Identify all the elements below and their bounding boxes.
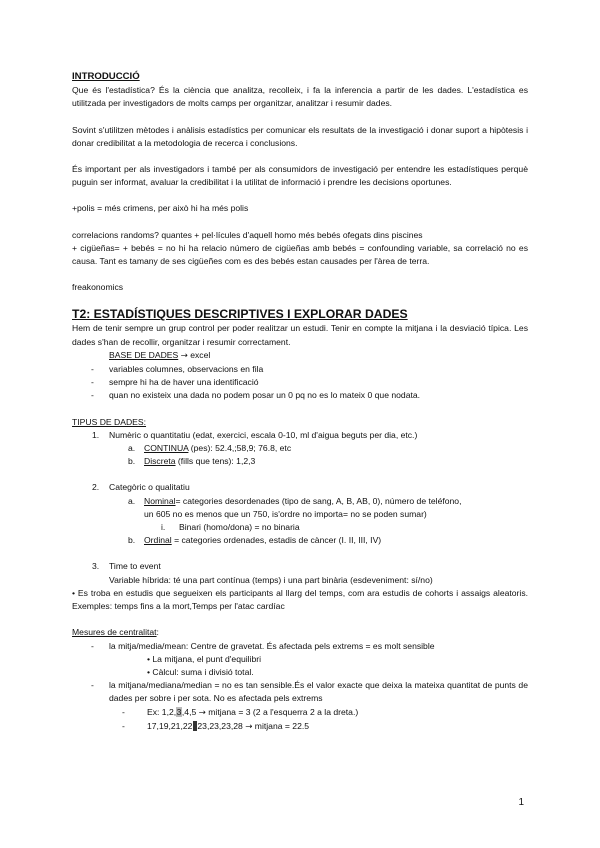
numbered-item-3: [72, 560, 528, 573]
item-subtext: Variable híbrida: té una part contínua (temps) i una part binària (esdeveniment: sí/no): [109, 574, 433, 585]
example-2: [72, 720, 528, 734]
intro-heading: INTRODUCCIÓ: [72, 71, 140, 82]
example-text: ,4,5: [181, 706, 197, 717]
dash-bullet: -: [122, 720, 125, 731]
example-text: 17,19,21,22: [147, 720, 193, 731]
arrow-icon: →: [198, 707, 206, 718]
subitem-binari: [72, 521, 528, 534]
list-item-text: variables columnes, observacions en fila: [109, 364, 264, 375]
list-item: [72, 363, 528, 376]
intro-paragraph-4: +polis = més crimens, per això hi ha més polis: [72, 203, 249, 214]
t2-heading: T2: ESTADÍSTIQUES DESCRIPTIVES I EXPLORAR DADES: [72, 307, 408, 322]
time-to-event-extra: • Es troba en estudis que segueixen els participants al llarg del temps, com ara estudis de cohorts i assaigs aleatoris. Exemples: temps fins a la mort,Temps per l'atac cardíac: [72, 587, 528, 612]
intro-paragraph-5b: + cigüeñas= + bebés = no hi ha relacio número de cigüeñas amb bebés = confounding variable, sa correlació no es causa. Tant es tamany de ses cigüeñes com es des bebés estan causades per l'àrea de terra.: [72, 242, 528, 267]
example-text: Ex: 1,2,: [147, 706, 177, 717]
continua-label: CONTINUA: [144, 443, 189, 454]
base-de-dades-rest: excel: [187, 349, 211, 360]
tipus-heading: TIPUS DE DADES:: [72, 416, 147, 427]
item-number: 1.: [92, 429, 100, 440]
nominal-text: = categories desordenades (tipo de sang, A, B, AB, 0), número de teléfono,: [175, 495, 462, 506]
mitja-point-2: [72, 666, 528, 679]
list-item: [72, 389, 528, 402]
dash-bullet: -: [91, 390, 94, 401]
list-item-text: sempre hi ha de haver una identificació: [109, 377, 259, 388]
bullet-text: • Càlcul: suma i divisió total.: [147, 666, 254, 677]
arrow-icon: →: [245, 721, 253, 732]
document-page: [72, 70, 528, 734]
arrow-icon: →: [180, 350, 188, 361]
item-text: Numèric o quantitatiu (edat, exercici, escala 0-10, ml d'aigua beguts per dia, etc.): [109, 429, 418, 440]
item-letter: b.: [128, 535, 136, 546]
intro-paragraph-6: freakonomics: [72, 282, 124, 293]
discreta-label: Discreta: [144, 456, 176, 467]
centralitat-heading: [72, 626, 528, 639]
subitem-ordinal: [72, 534, 528, 547]
example-1: [72, 706, 528, 720]
page-number: 1: [518, 797, 524, 808]
numbered-item-2: [72, 481, 528, 494]
intro-paragraph-3: És important per als investigadors i també per als consumidors de investigació per entendre les estadístiques perquè puguin ser informat, avaluar la credibilitat i la utilitat de informació i prendre les decisions oportunes.: [72, 164, 528, 188]
dash-bullet: -: [122, 706, 125, 717]
list-item: [72, 640, 528, 653]
continua-text: (pes): 52.4,;58,9; 76.8, etc: [188, 443, 292, 454]
item-text: Time to event: [109, 561, 161, 572]
discreta-text: (fills que tens): 1,2,3: [175, 456, 256, 467]
ordinal-text: = categories ordenades, estadis de càncer (I. II, III, IV): [171, 535, 382, 546]
item-letter: b.: [128, 456, 136, 467]
example-result: mitjana = 22.5: [252, 720, 310, 731]
example-text: 23,23,23,28: [197, 720, 243, 731]
subitem-nominal-cont: [72, 508, 528, 521]
subitem-continua: [72, 442, 528, 455]
subitem-discreta: [72, 455, 528, 468]
subitem-nominal: [72, 495, 528, 508]
example-result: mitjana = 3 (2 a l'esquerra 2 a la dreta.): [205, 706, 359, 717]
list-item: [72, 376, 528, 389]
nominal-label: Nominal: [144, 495, 176, 506]
binari-text: Binari (homo/dona) = no binaria: [179, 522, 300, 533]
item-letter: a.: [128, 443, 136, 454]
centralitat-title: Mesures de centralitat: [72, 627, 157, 638]
list-item-text: la mitja/media/mean: Centre de gravetat. És afectada pels extrems = es molt sensible: [109, 640, 435, 651]
item-roman: i.: [161, 522, 166, 533]
dash-bullet: -: [91, 364, 94, 375]
dash-bullet: -: [91, 680, 94, 691]
intro-paragraph-1: Que és l'estadística? És la ciència que analitza, recolleix, i fa la inferencia a partir de les dades. L'estadística es utilitzada per investigadors de molts camps per organitzar, analitzar i resumir dades.: [72, 85, 528, 109]
base-de-dades-line: [72, 349, 528, 363]
nominal-text-cont: un 605 no es menos que un 750, is'ordre no importa= no se poden sumar): [144, 508, 427, 519]
list-item-text: la mitjana/mediana/median = no es tan sensible.És el valor exacte que deixa la mateixa quantitat de punts de dades per sobre i per sota. No es afectada pels extrems: [109, 680, 528, 704]
base-de-dades-label: BASE DE DADES: [109, 349, 179, 360]
dash-bullet: -: [91, 640, 94, 651]
ordinal-label: Ordinal: [144, 535, 172, 546]
dash-bullet: -: [91, 377, 94, 388]
bullet-text: • La mitjana, el punt d'equilibri: [147, 653, 262, 664]
numbered-item-1: [72, 429, 528, 442]
time-to-event-subtext: [72, 574, 528, 587]
list-item-text: quan no existeix una dada no podem posar un 0 pq no es lo mateix 0 que nodata.: [109, 390, 421, 401]
mitja-point-1: [72, 653, 528, 666]
item-number: 3.: [92, 561, 100, 572]
centralitat-colon: :: [156, 627, 159, 638]
list-item: [72, 679, 528, 705]
t2-paragraph-1: Hem de tenir sempre un grup control per poder realitzar un estudi. Tenir en compte la mitjana i la desviació típica. Les dades s'han de recollir, organitzar i resumir correctament.: [72, 323, 528, 347]
intro-paragraph-2: Sovint s'utilitzen mètodes i anàlisis estadístics per comunicar els resultats de la investigació i donar suport a hipòtesis i donar credibilitat a la metodologia de recerca i conclusions.: [72, 124, 528, 148]
intro-paragraph-5a: correlacions randoms? quantes + pel·lícules d'aquell homo més bebés ofegats dins piscines: [72, 229, 423, 240]
example-median-value: 3: [176, 706, 182, 717]
item-letter: a.: [128, 495, 136, 506]
item-number: 2.: [92, 482, 100, 493]
item-text: Categòric o qualitatiu: [109, 482, 190, 493]
